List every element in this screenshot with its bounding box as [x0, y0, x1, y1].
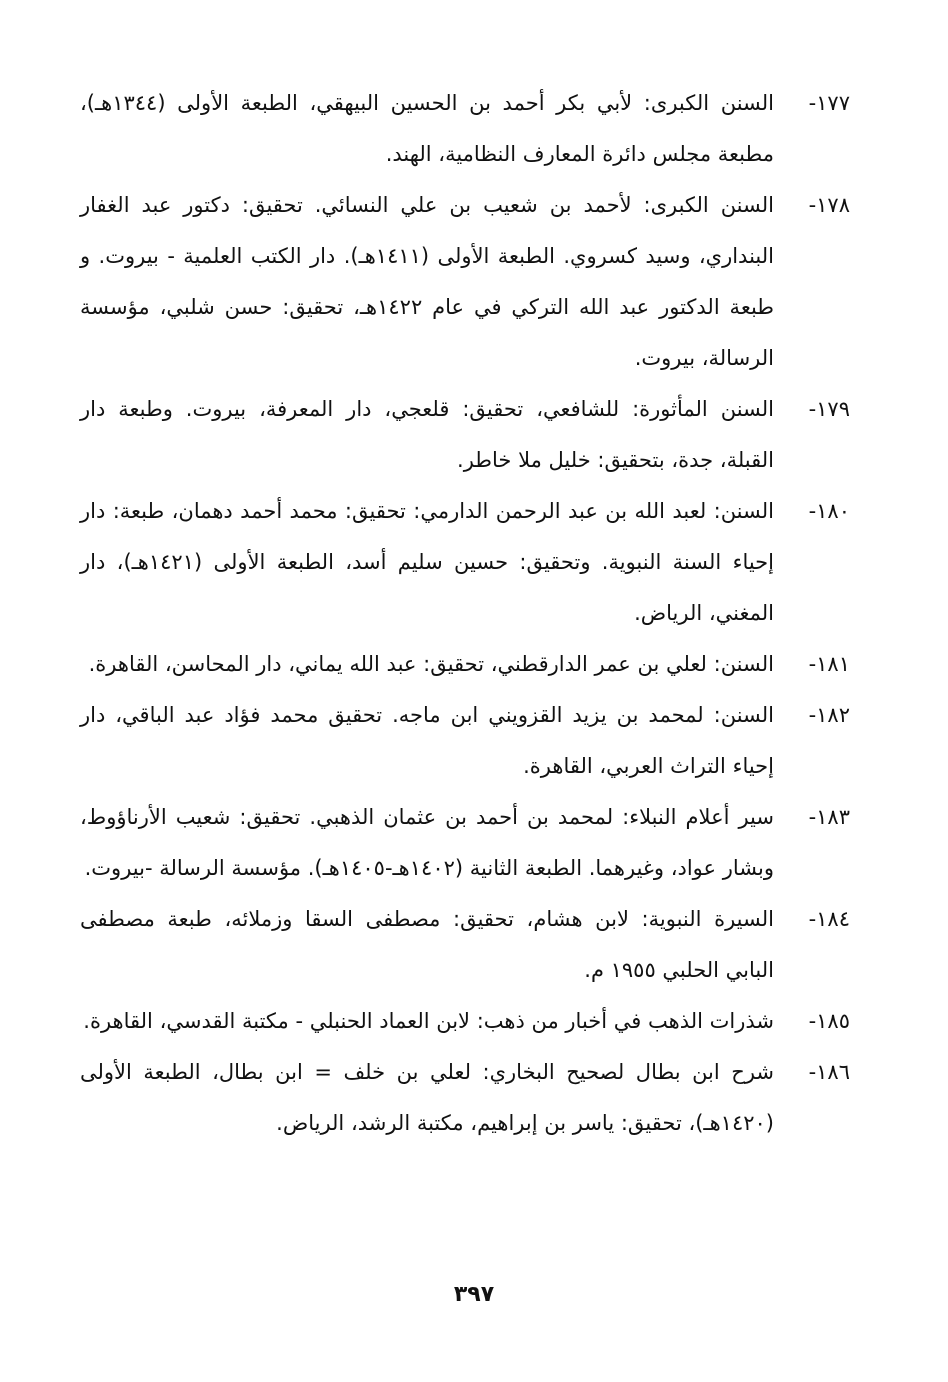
- bibliography-entry: [80, 78, 850, 180]
- bibliography-entry: [80, 384, 850, 486]
- entry-number: ١٨١-: [808, 652, 850, 676]
- entry-number: ١٨٣-: [808, 805, 850, 829]
- entry-number: ١٧٨-: [808, 193, 850, 217]
- bibliography-entry: [80, 792, 850, 894]
- bibliography-entry: [80, 1047, 850, 1149]
- bibliography-entry: [80, 180, 850, 384]
- entry-text: السنن المأثورة: للشافعي، تحقيق: قلعجي، دار المعرفة، بيروت. وطبعة دار القبلة، جدة، بتحقيق: خليل ملا خاطر.: [80, 397, 774, 472]
- entry-text: السيرة النبوية: لابن هشام، تحقيق: مصطفى السقا وزملائه، طبعة مصطفى البابي الحلبي ١٩٥٥ م.: [80, 907, 774, 982]
- entry-number: ١٨٠-: [808, 499, 850, 523]
- entry-text: السنن: لمحمد بن يزيد القزويني ابن ماجه. تحقيق محمد فؤاد عبد الباقي، دار إحياء التراث العربي، القاهرة.: [80, 703, 774, 778]
- bibliography-entry: [80, 639, 850, 690]
- entry-text: شرح ابن بطال لصحيح البخاري: لعلي بن خلف = ابن بطال، الطبعة الأولى (١٤٢٠هـ)، تحقيق: ياسر بن إبراهيم، مكتبة الرشد، الرياض.: [80, 1060, 774, 1135]
- bibliography-entry: [80, 894, 850, 996]
- entry-text: السنن: لعبد الله بن عبد الرحمن الدارمي: تحقيق: محمد أحمد دهمان، طبعة: دار إحياء السنة النبوية. وتحقيق: حسين سليم أسد، الطبعة الأولى (١٤٢١هـ)، دار المغني، الرياض.: [80, 499, 775, 625]
- entry-number: ١٨٦-: [808, 1060, 850, 1084]
- bibliography-entry: [80, 996, 850, 1047]
- entry-number: ١٨٥-: [808, 1009, 850, 1033]
- bibliography-list: [80, 78, 850, 1149]
- entry-number: ١٨٤-: [808, 907, 850, 931]
- entry-number: ١٨٢-: [808, 703, 850, 727]
- entry-text: السنن الكبرى: لأبي بكر أحمد بن الحسين البيهقي، الطبعة الأولى (١٣٤٤هـ)، مطبعة مجلس دائرة المعارف النظامية، الهند.: [80, 91, 774, 166]
- entry-text: سير أعلام النبلاء: لمحمد بن أحمد بن عثمان الذهبي. تحقيق: شعيب الأرناؤوط، وبشار عواد، وغيرهما. الطبعة الثانية (١٤٠٢هـ-١٤٠٥هـ). مؤسسة الرسالة -بيروت.: [80, 805, 774, 880]
- entry-number: ١٧٧-: [808, 91, 850, 115]
- page-number: ٣٩٧: [453, 1282, 495, 1307]
- bibliography-entry: [80, 690, 850, 792]
- entry-text: السنن الكبرى: لأحمد بن شعيب بن علي النسائي. تحقيق: دكتور عبد الغفار البنداري، وسيد كسروي. الطبعة الأولى (١٤١١هـ). دار الكتب العلمية - بيروت. و طبعة الدكتور عبد الله التركي في عام ١٤٢٢هـ، تحقيق: حسن شلبي، مؤسسة الرسالة، بيروت.: [80, 193, 774, 370]
- entry-text: شذرات الذهب في أخبار من ذهب: لابن العماد الحنبلي - مكتبة القدسي، القاهرة.: [83, 1009, 774, 1033]
- entry-number: ١٧٩-: [808, 397, 850, 421]
- entry-text: السنن: لعلي بن عمر الدارقطني، تحقيق: عبد الله يماني، دار المحاسن، القاهرة.: [88, 652, 774, 676]
- bibliography-entry: [80, 486, 850, 639]
